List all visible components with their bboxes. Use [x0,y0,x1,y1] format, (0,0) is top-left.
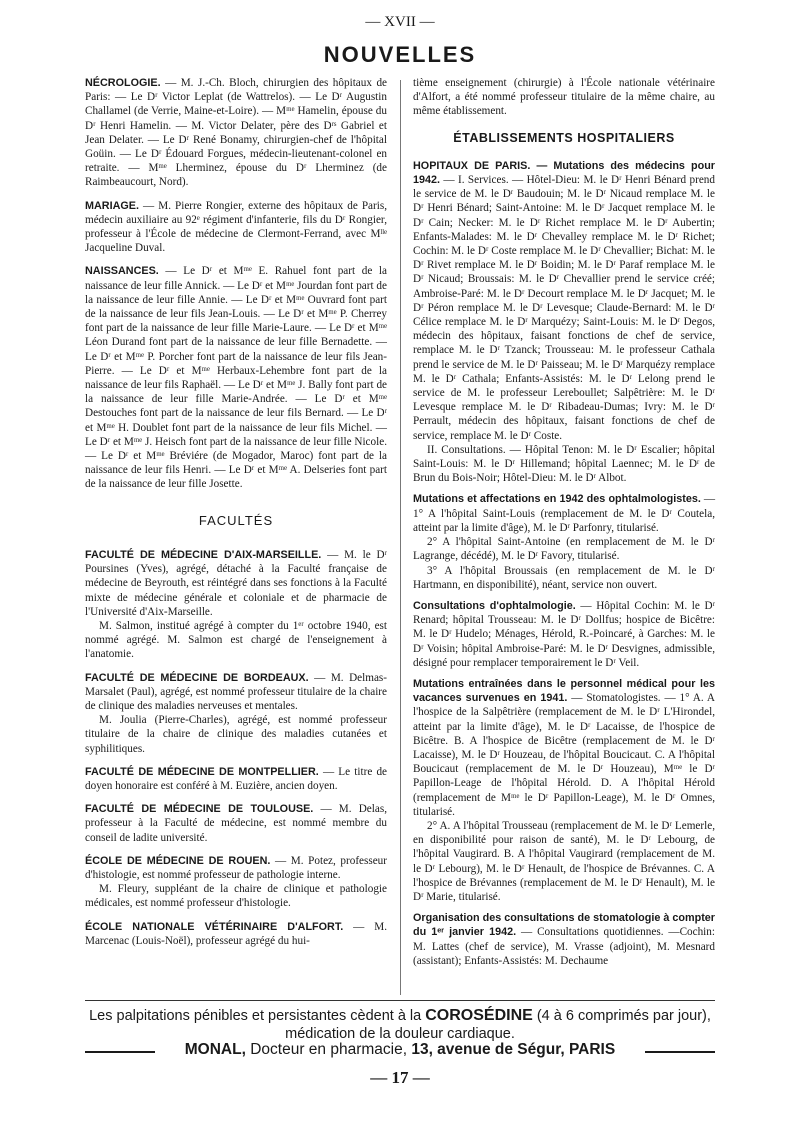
ophtalmo-sub2: 3° A l'hôpital Broussais (en remplacement de M. le Dʳ Hartmann, en disponibilité), néant, service non ouvert. [413,564,715,591]
toulouse-paragraph [85,802,387,845]
mariage-text: — M. Pierre Rongier, externe des hôpitaux de Paris, médecin auxiliaire au 92ᵉ régiment d'infanterie, fils du Dʳ Rongier, professeur à l'École de médecine de Clermont-Ferrand, avec Mˡˡᵉ Jacqueline Duval. [85,199,387,255]
ophtalmo-sub1: 2° A l'hôpital Saint-Antoine (en remplacement de M. le Dʳ Lagrange, décédé), M. le Dʳ Favory, titularisé. [413,536,715,563]
rouen-text: — M. Potez, professeur d'histologie, est nommé professeur de pathologie interne. [85,854,388,881]
necrologie-heading: NÉCROLOGIE. [85,77,161,89]
bordeaux-sub: M. Joulia (Pierre-Charles), agrégé, est nommé professeur titulaire de la chaire de clinique des maladies cutanées et syphilitiques. [85,714,387,755]
bordeaux-paragraph [85,671,387,714]
montpellier-paragraph [85,765,387,793]
hopitaux-heading: HOPITAUX DE PARIS. — Mutations des médecins pour 1942. [413,159,715,187]
hopitaux-paragraph [413,159,715,443]
alfort-continuation: tième enseignement (chirurgie) à l'École nationale vétérinaire d'Alfort, a été nommé professeur titulaire de la même chaire, au même établissement. [413,77,715,118]
facultes-section-title: FACULTÉS [198,512,274,528]
aix-text: — M. le Dʳ Poursines (Yves), agrégé, détaché à la Faculté française de médecine de Beyrouth, est réintégré dans ses fonctions à la Faculté mixte de médecine générale et coloniale et de pharmacie de l'Université d'Aix-Marseille. [85,548,387,618]
organisation-paragraph [413,911,715,968]
ad-address-line [160,1041,640,1059]
mutations-paragraph [413,677,715,819]
naissances-text: — Le Dʳ et Mᵐᵉ E. Rahuel font part de la naissance de leur fille Annick. — Le Dʳ et Mᵐᵉ Jourdan font part de la naissance de leur fille Annie. — Le Dʳ et Mᵐᵉ Ouvrard font part de la naissance de leur fils Jean-Louis. — Le Dʳ et Mᵐᵉ P. Cherrey font part de la naissance de leur fille Marie-Laure. — Le Dʳ et Mᵐᵉ Léon Durand font part de la naissance de leur fille Bernadette. — Le Dʳ et Mᵐᵉ P. Porcher font part de la naissance de leur fils Jean-Pierre. — Le Dʳ et Mᵐᵉ Herbaux-Lehembre font part de la naissance de leur fils Raphaël. — Le Dʳ et Mᵐᵉ J. Bally font part de la naissance de leur fille Marie-Andrée. — Le Dʳ et Mᵐᵉ Destouches font part de la naissance de leur fils Bernard. — Le Dʳ et Mᵐᵉ H. Doublet font part de la naissance de leur fils Michel. — Le Dʳ et Mᵐᵉ J. Heisch font part de la naissance de leur fille Nicole. — Le Dʳ et Mᵐᵉ Bréviére (de Mogador, Maroc) font part de la naissance de leur fils Henri. — Le Dʳ et Mᵐᵉ A. Delseries font part de la naissance de leur fille Josette. [85,265,387,491]
rouen-paragraph [85,854,387,882]
alfort-paragraph [85,920,387,948]
column-divider [400,80,401,995]
necrologie-text: — M. J.-Ch. Bloch, chirurgien des hôpitaux de Paris: — Le Dʳ Victor Leplat (de Wattrelos). — Le Dʳ Augustin Challamel (de Verrie, Maine-et-Loire). — Mᵐᵉ Hamelin, épouse du Dʳ Henri Hamelin. — M. Victor Delater, père des Dʳˢ Gabriel et Jean Delater. — Le Dʳ René Bonamy, chirurgien-chef de l'hôpital Goüin. — Le Dʳ Édouard Forgues, médecin-lieutenant-colonel en retraite. — Mᵐᵉ Lherminez, épouse du Dʳ Lherminez (de Raimbeaucourt, Nord). [85,77,387,189]
alfort-text: — M. Marcenac (Louis-Noël), professeur agrégé du hui- [85,920,388,947]
mutations-sub: 2° A. A l'hôpital Trousseau (remplacement de M. le Dʳ Lemerle, en disponibilité pour raison de santé), M. le Dʳ Lebourg, de l'hôpital Vaugirard. B. A l'hôpital Vaugirard (remplacement de M. le Dʳ Lebourg), M. le Dʳ Henault, de l'hospice de Brévannes. C. A l'hospice de Brévannes (remplacement de M. le Dʳ Henault), M. le Dʳ Marie, titularisé. [413,819,715,903]
ad-brand-name: COROSÉDINE [425,1007,533,1024]
roman-page-number: — XVII — [365,14,435,30]
naissances-heading: NAISSANCES. [85,265,159,278]
consult-text: — Hôpital Cochin: M. le Dʳ Renard; hôpital Trousseau: M. le Dʳ Dollfus; hospice de Bicêtre: M. le Dʳ Hudelo; Ménages, Hérold, R.-Poincaré, à Garches: M. le Dʳ Voisin; hôpital Ambroise-Paré: M. le Dʳ Desvignes, admissible, désigné pour remplacer temporairement le Dʳ Veil. [413,599,715,669]
consult-paragraph [413,599,715,670]
montpellier-heading: FACULTÉ DE MÉDECINE DE MONTPELLIER. [85,765,319,778]
mutations-text: — Stomatologistes. — 1° A. A l'hospice de la Salpêtrière (remplacement de M. le Dʳ L'Hirondel, atteint par la limite d'âge), M. le Dʳ Lacaisse, de l'hospice de Bicêtre. B. A l'hospice de Bicêtre (remplacement de M. le Dʳ Lacaisse), M. le Dʳ Houzeau, de l'hôpital Boucicaut. C. A l'hôpital Boucicaut (remplacement de M. le Dʳ Houzeau), Mᵐᵉ le Dʳ Papillon-Leage de l'hôpital Hérold. D. A l'hôpital Hérold (remplacement de Mᵐᵉ le Dʳ Papillon-Leage), M. le Dʳ Omnes, titularisé. [413,692,715,818]
ad-company: MONAL, [184,1041,246,1058]
ad-address-label: Docteur en pharmacie, [245,1041,412,1058]
consult-heading: Consultations d'ophtalmologie. [413,599,576,612]
ad-dash-left [85,1051,155,1053]
aix-sub: M. Salmon, institué agrégé à compter du 1ᵉʳ octobre 1940, est nommé agrégé. M. Salmon est chargé de l'enseignement à l'anatomie. [85,619,387,661]
page-folio: — 17 — [370,1068,430,1087]
rouen-sub: M. Fleury, suppléant de la chaire de clinique et pathologie médicales, est nommé professeur d'histologie. [85,883,387,910]
mariage-heading: MARIAGE. [85,199,139,212]
necrologie-paragraph [85,76,387,190]
page-title: NOUVELLES [323,42,477,67]
etablissements-section-title: ÉTABLISSEMENTS HOSPITALIERS [453,130,675,145]
bordeaux-text: — M. Delmas-Marsalet (Paul), agrégé, est nommé professeur titulaire de la chaire de clinique des maladies nerveuses et mentales. [85,671,387,712]
naissances-paragraph [85,264,387,491]
ad-line1-start: Les palpitations pénibles et persistantes cèdent à la [89,1008,426,1024]
toulouse-text: — M. Delas, professeur à la Faculté de médecine, est nommé membre du conseil de ladite université. [85,803,387,844]
ophtalmo-paragraph [413,492,715,535]
aix-paragraph [85,548,387,619]
mutations-heading: Mutations entraînées dans le personnel médical pour les vacances survenues en 1941. [413,677,715,705]
organisation-text: — Consultations quotidiennes. —Cochin: M. Lattes (chef de service), M. Vrasse (adjoint), M. Mesnard (assistant); Enfants-Assistés: M. Dechaume [413,926,715,967]
montpellier-text: — Le titre de doyen honoraire est conféré à M. Euzière, ancien doyen. [85,765,387,792]
hopitaux-sub: II. Consultations. — Hôpital Tenon: M. le Dʳ Escalier; hôpital Saint-Louis: M. le Dʳ Hillemand; hôpital Laennec; M. le Dʳ de Brun du Bois-Noir; Hôtel-Dieu: M. le Dʳ Albot. [413,443,715,485]
ad-line1-end: (4 à 6 comprimés par jour), [532,1008,711,1024]
alfort-heading: ÉCOLE NATIONALE VÉTÉRINAIRE D'ALFORT. [85,920,344,933]
ad-line2: médication de la douleur cardiaque. [285,1026,515,1042]
organisation-heading: Organisation des consultations de stomatologie à compter du 1ᵉʳ janvier 1942. [413,912,715,939]
advertisement-text [0,1007,800,1043]
mariage-paragraph [85,199,387,256]
advertisement-address [0,1041,800,1061]
bordeaux-heading: FACULTÉ DE MÉDECINE DE BORDEAUX. [85,671,309,684]
rouen-heading: ÉCOLE DE MÉDECINE DE ROUEN. [85,854,271,867]
ophtalmo-text: — 1° A l'hôpital Saint-Louis (remplacement de M. le Dʳ Coutela, atteint par la limite d'âge), M. le Dʳ Parfonry, titularisé. [413,493,716,534]
right-column [413,76,715,977]
aix-heading: FACULTÉ DE MÉDECINE D'AIX-MARSEILLE. [85,548,322,561]
hopitaux-text: — I. Services. — Hôtel-Dieu: M. le Dʳ Henri Bénard prend le service de M. le Dʳ Baudouin; M. le Dʳ Nicaud remplace M. le Dʳ Henri Bénard; Saint-Antoine: M. le Dʳ Jacquet remplace M. le Dʳ Cain; Necker: M. le Dʳ Richet remplace M. le Dʳ Aubertin; Enfants-Malades: M. le Dʳ Chevalley remplace M. le Dʳ Richet; Cochin: M. le Dʳ Coste remplace M. le Dʳ Chevallier; Bichat: M. le Dʳ Rivet remplace M. le Dʳ Boidin; M. le Dʳ Paraf remplace M. le Dʳ Nicaud; Broussais: M. le Dʳ Chevallier prend le service créé; Ambroise-Paré: M. le Dʳ Decourt remplace M. le Dʳ Jacquet; M. le Dʳ Péron remplace M. le Dʳ Levesque; Claude-Bernard: M. le Dʳ Célice remplace M. le Dʳ Marquézy; Saint-Louis: M. le Dʳ Degos, médecin des hôpitaux, faisant fonctions de chef de service, remplace M. le Dʳ Tzanck; Trousseau: M. le professeur Cathala prend le service de M. le Dʳ Paisseau; M. le Dʳ Marquézy remplace M. le Dʳ Cathala; Enfants-Assistés: M. le Dʳ Lelong prend le service de M. le professeur Lereboullet; Salpêtrière: M. le Dʳ Levesque remplace M. le Dʳ Ribadeau-Dumas; Ivry: M. le Dʳ Perrault, médecin des hôpitaux, faisant fonctions de chef de service, remplace M. le Dʳ Coste. [413,174,715,442]
toulouse-heading: FACULTÉ DE MÉDECINE DE TOULOUSE. [85,803,314,816]
ad-street: 13, avenue de Ségur, PARIS [411,1041,616,1058]
ad-dash-right [645,1051,715,1053]
advertisement-rule [85,1000,715,1001]
left-column [85,76,387,957]
ophtalmo-heading: Mutations et affectations en 1942 des ophtalmologistes. [413,493,701,506]
